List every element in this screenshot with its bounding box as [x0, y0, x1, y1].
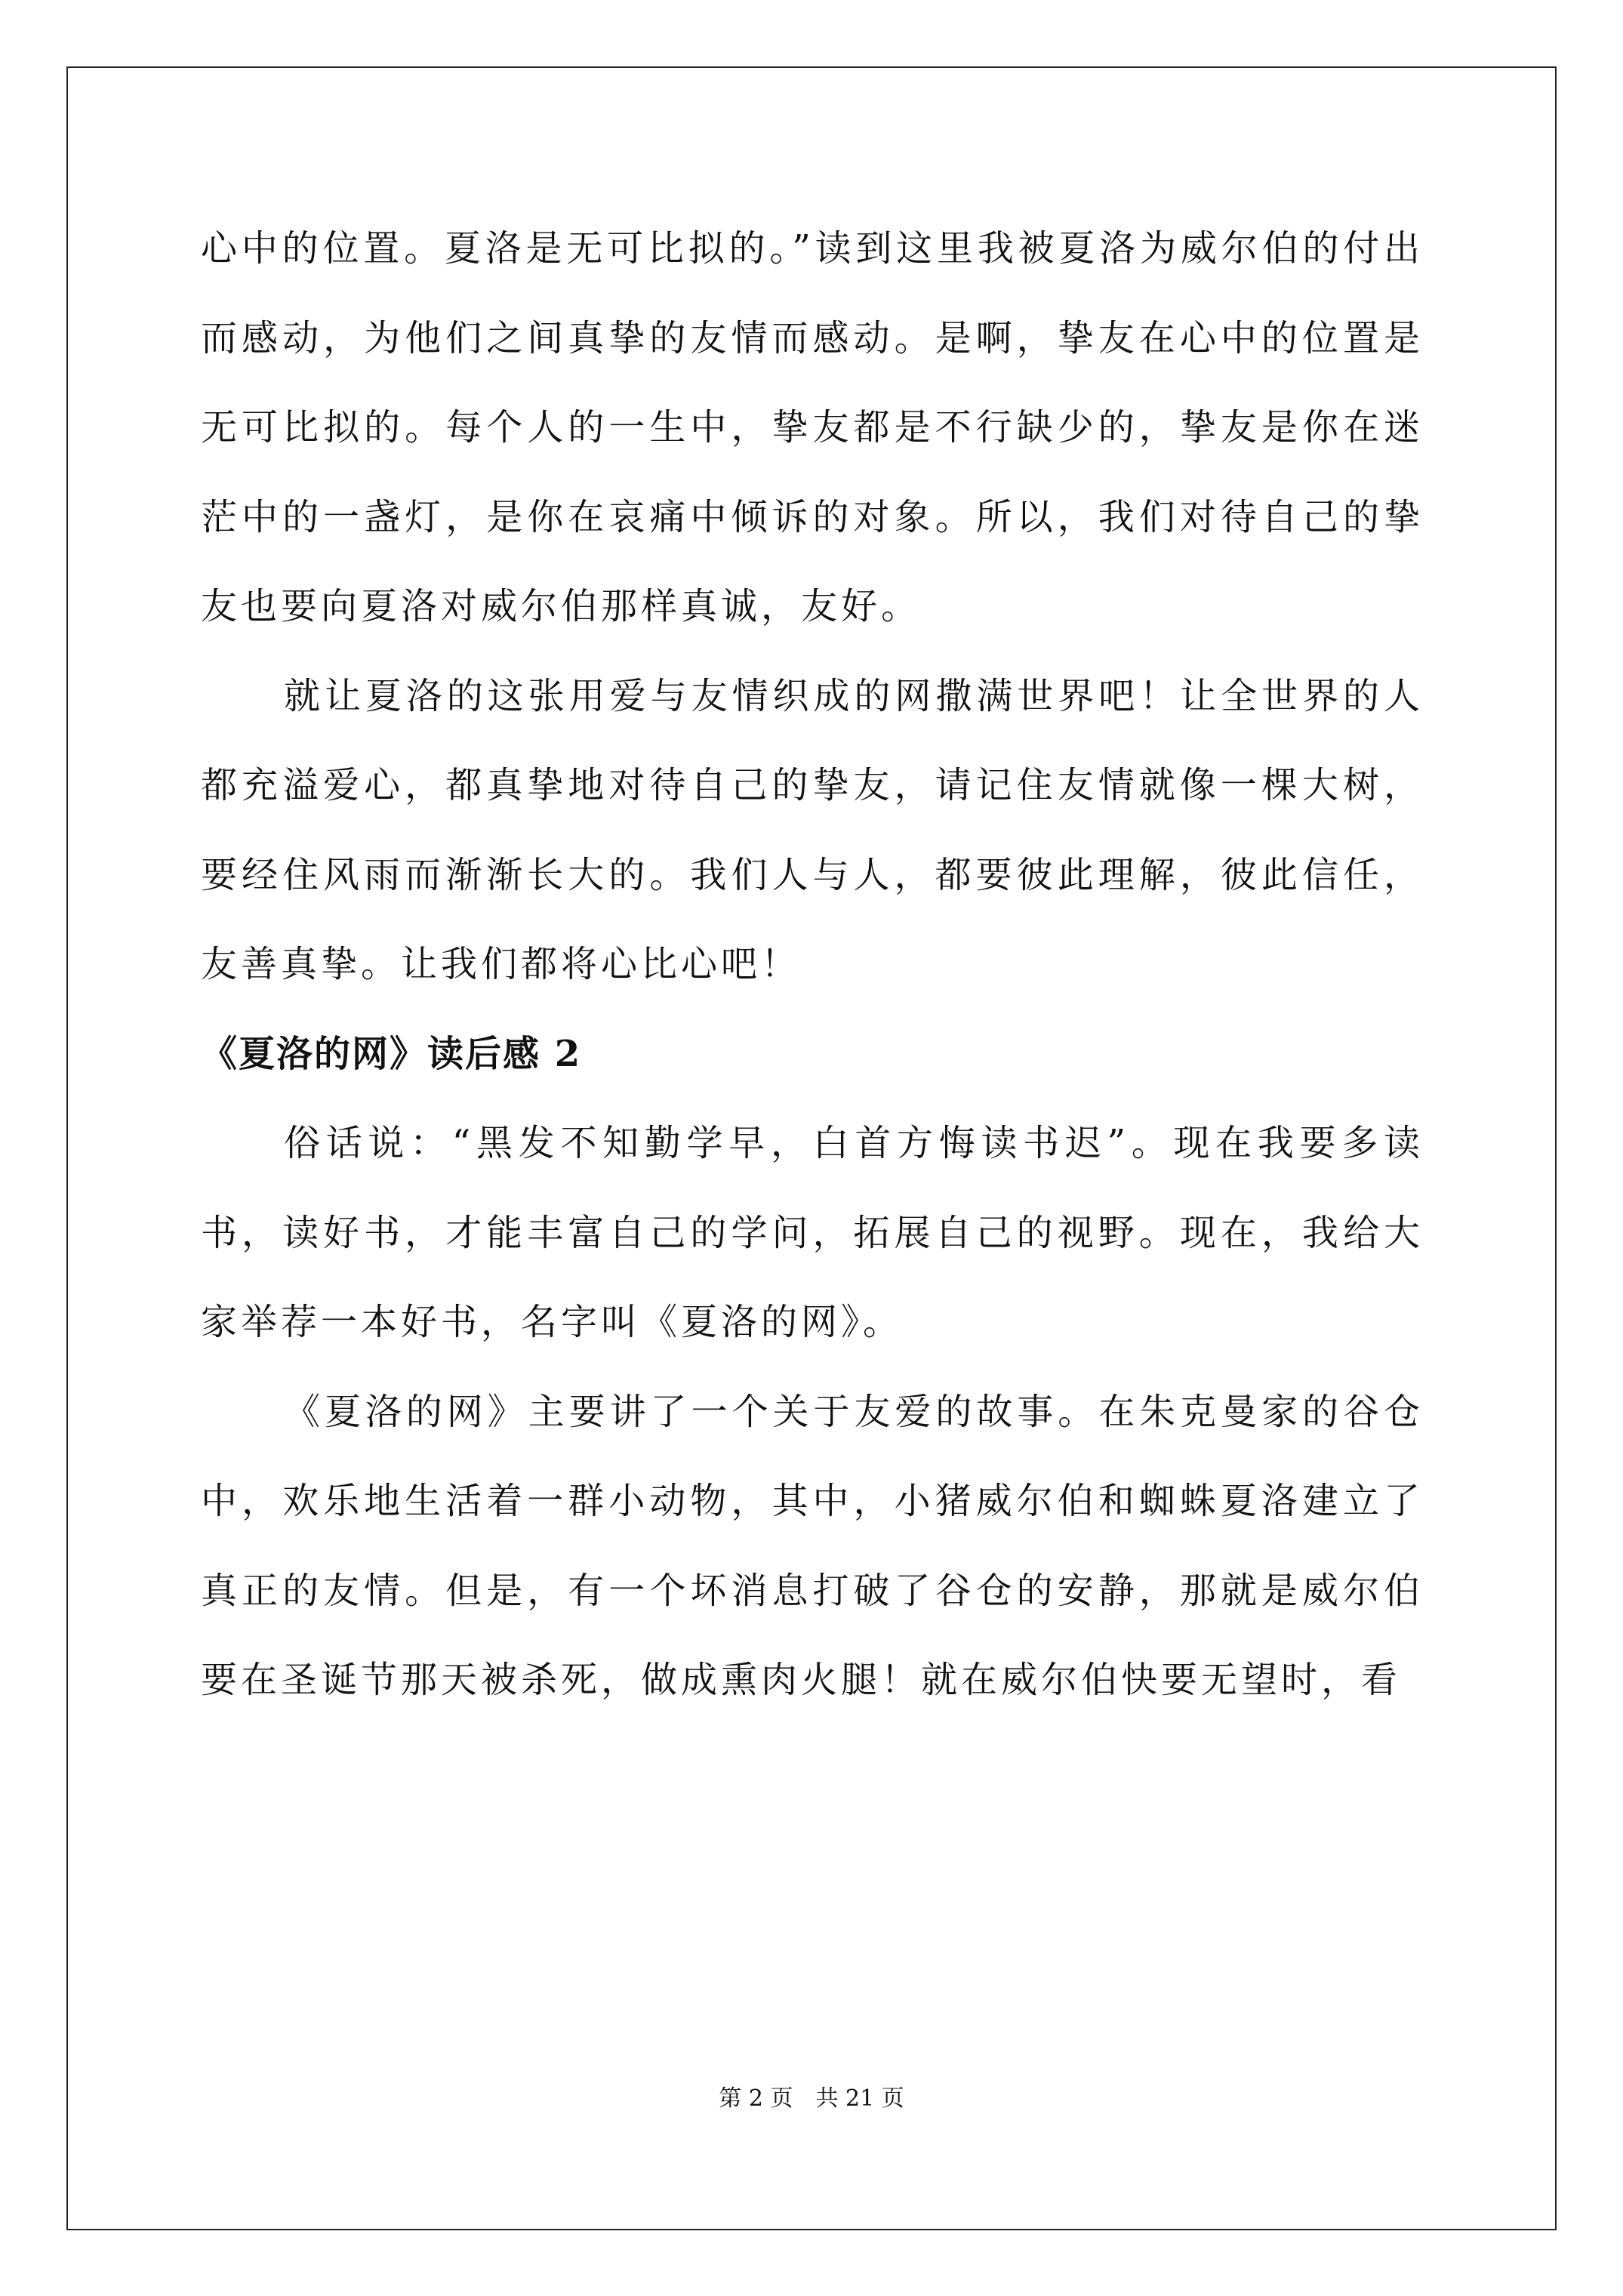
section-heading: 《夏洛的网》读后感 2: [201, 1032, 582, 1075]
paragraph: 就让夏洛的这张用爱与友情织成的网撒满世界吧！让全世界的人都充溢爱心，都真挚地对待自己的挚友，请记住友情就像一棵大树，要经住风雨而渐渐长大的。我们人与人，都要彼此理解，彼此信任，友善真挚。让我们都将心比心吧！: [201, 674, 1424, 985]
paragraph: 《夏洛的网》主要讲了一个关于友爱的故事。在朱克曼家的谷仓中，欢乐地生活着一群小动物，其中，小猪威尔伯和蜘蛛夏洛建立了真正的友情。但是，有一个坏消息打破了谷仓的安静，那就是威尔伯要在圣诞节那天被杀死，做成熏肉火腿！就在威尔伯快要无望时，看: [201, 1390, 1424, 1701]
page-footer: [0, 2084, 1623, 2114]
page-total: 共 21 页: [815, 2085, 904, 2112]
page-number: 第 2 页: [719, 2085, 793, 2112]
paragraph: 俗话说：“黑发不知勤学早，白首方悔读书迟”。现在我要多读书，读好书，才能丰富自己的学问，拓展自己的视野。现在，我给大家举荐一本好书，名字叫《夏洛的网》。: [201, 1122, 1424, 1343]
paragraph: 心中的位置。夏洛是无可比拟的。”读到这里我被夏洛为威尔伯的付出而感动，为他们之间真挚的友情而感动。是啊，挚友在心中的位置是无可比拟的。每个人的一生中，挚友都是不行缺少的，挚友是你在迷茫中的一盏灯，是你在哀痛中倾诉的对象。所以，我们对待自己的挚友也要向夏洛对威尔伯那样真诚，友好。: [201, 227, 1424, 627]
document-body: [201, 204, 1424, 1725]
